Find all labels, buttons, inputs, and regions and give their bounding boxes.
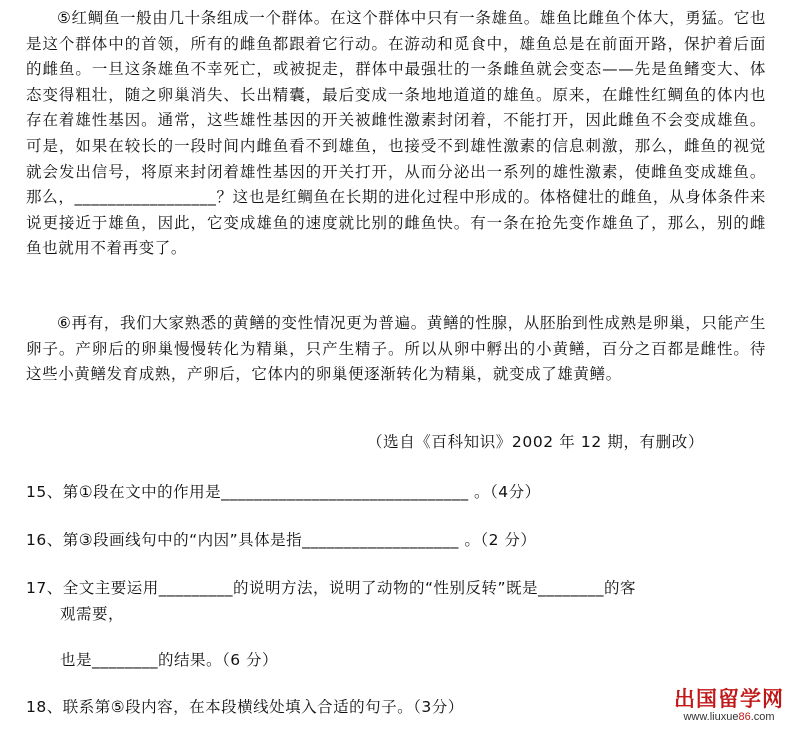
watermark-logo (674, 687, 784, 724)
question-17-tail: 也是________的结果。（6 分） (60, 651, 279, 669)
question-15: 15、第①段在文中的作用是______________________________ 。（4分） (26, 483, 541, 501)
question-17-continued: 观需要， (60, 605, 125, 623)
watermark-url-prefix: www.liuxue (683, 711, 739, 723)
watermark-url (674, 711, 784, 724)
watermark-brand: 出国留学网 (674, 687, 784, 711)
watermark-url-number: 86 (738, 711, 751, 723)
paragraph-5: ⑤红鲷鱼一般由几十条组成一个群体。在这个群体中只有一条雄鱼。雄鱼比雌鱼个体大，勇猛。它也是这个群体中的首领，所有的雌鱼都跟着它行动。在游动和觅食中，雄鱼总是在前面开路，保护着后面的雌鱼。一旦这条雄鱼不幸死亡，或被捉走，群体中最强壮的一条雌鱼就会变态——先是鱼鳍变大、体态变得粗壮，随之卵巢消失、长出精囊，最后变成一条地地道道的雄鱼。原来，在雌性红鲷鱼的体内也存在着雄性基因。通常，这些雄性基因的开关被雌性激素封闭着，不能打开，因此雌鱼不会变成雄鱼。可是，如果在较长的一段时间内雌鱼看不到雄鱼，也接受不到雄性激素的信息刺激，那么，雌鱼的视觉就会发出信号，将原来封闭着雄性基因的开关打开，从而分泌出一系列的雄性激素，使雌鱼变成雄鱼。那么，_________________？这也是红鲷鱼在长期的进化过程中形成的。体格健壮的雌鱼，从身体条件来说更接近于雄鱼，因此，它变成雄鱼的速度就比别的雌鱼快。有一条在抢先变作雄鱼了，那么，别的雌鱼也就用不着再变了。 (26, 9, 766, 258)
question-17: 17、全文主要运用_________的说明方法，说明了动物的“性别反转”既是________的客 (26, 579, 637, 597)
source-citation: （选自《百科知识》2002 年 12 期，有删改） (367, 433, 704, 451)
watermark-url-suffix: .com (750, 711, 775, 723)
question-16: 16、第③段画线句中的“内因”具体是指___________________ 。（2 分） (26, 531, 537, 549)
paragraph-6: ⑥再有，我们大家熟悉的黄鳝的变性情况更为普遍。黄鳝的性腺，从胚胎到性成熟是卵巢，只能产生卵子。产卵后的卵巢慢慢转化为精巢，只产生精子。所以从卵中孵出的小黄鳝，百分之百都是雌性。待这些小黄鳝发育成熟，产卵后，它体内的卵巢便逐渐转化为精巢，就变成了雄黄鳝。 (26, 314, 766, 384)
question-18: 18、联系第⑤段内容，在本段横线处填入合适的句子。（3分） (26, 698, 464, 716)
